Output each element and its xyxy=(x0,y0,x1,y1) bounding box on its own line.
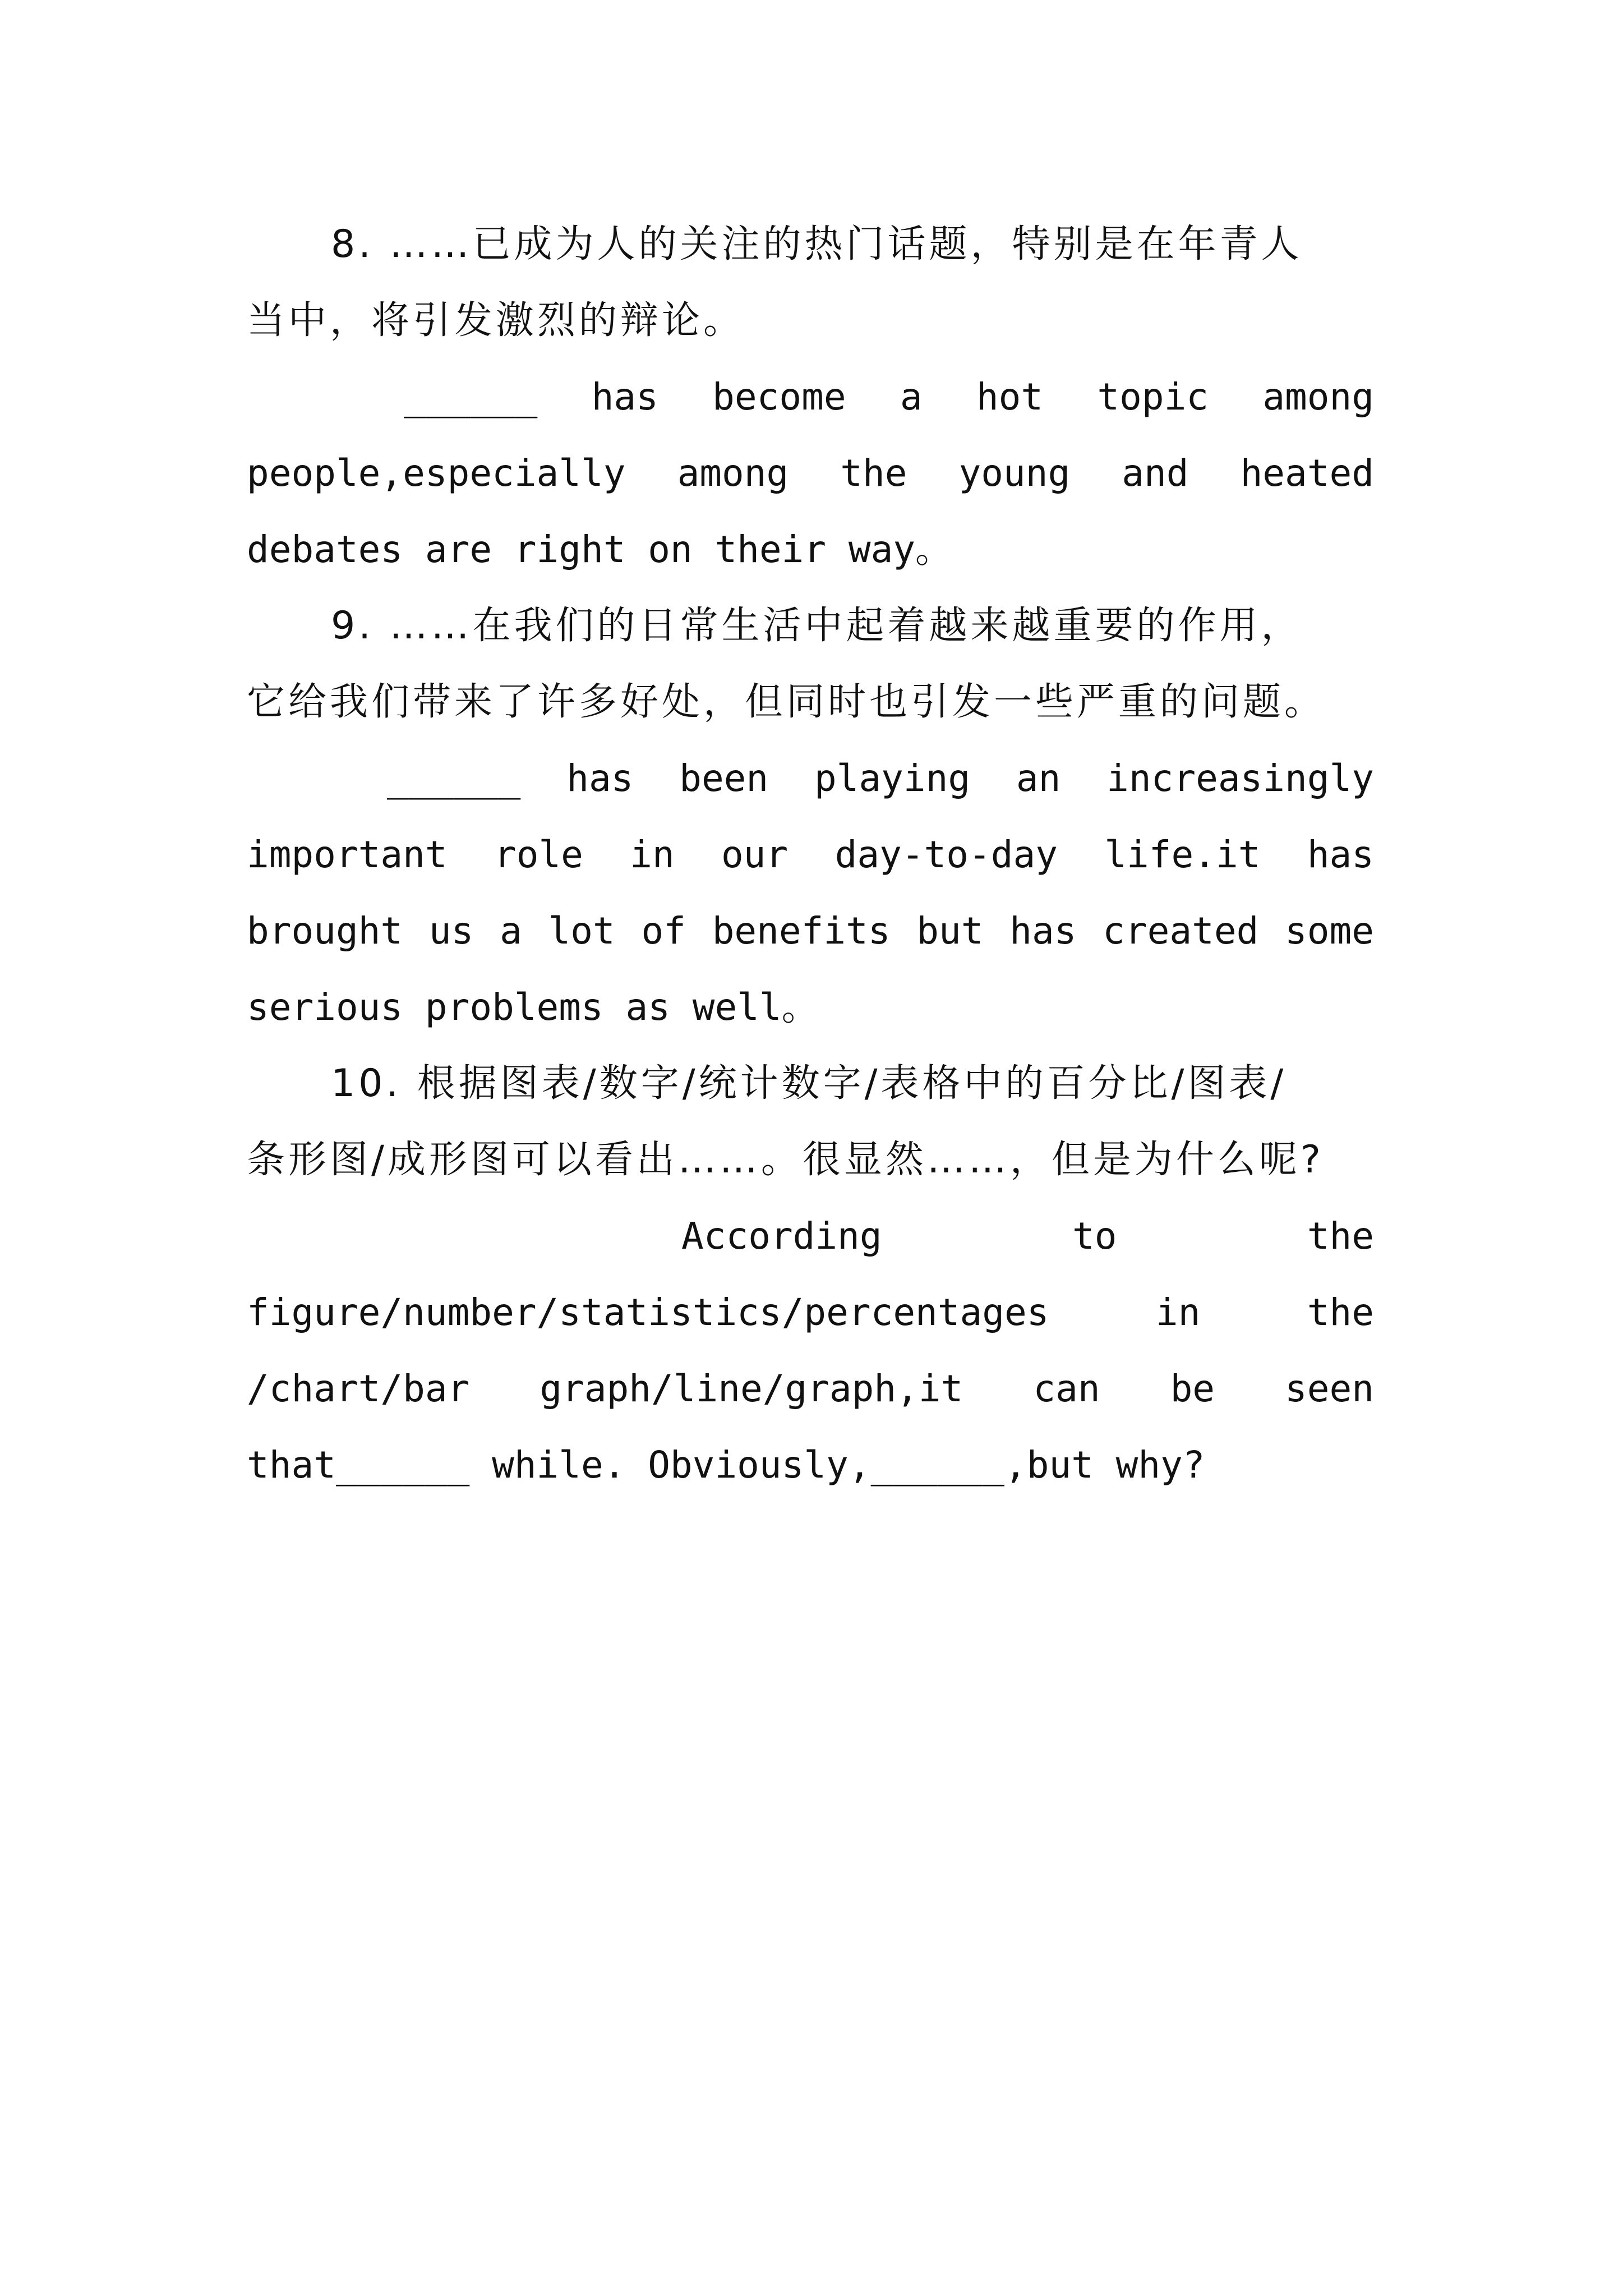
word: created xyxy=(1103,909,1259,953)
word: has xyxy=(566,757,634,800)
word: in xyxy=(630,833,675,876)
word: become xyxy=(712,375,846,418)
word: in xyxy=(1155,1291,1201,1334)
word: of xyxy=(641,909,686,953)
word: can xyxy=(1033,1367,1100,1410)
word: but xyxy=(916,909,984,953)
word: among xyxy=(677,452,789,495)
item-10-chinese-text-1: 根据图表/数字/统计数字/表格中的百分比/图表/ xyxy=(417,1061,1287,1106)
word: some xyxy=(1285,909,1374,953)
item-8-chinese-text-1: ……已成为人的关注的热门话题，特别是在年青人 xyxy=(389,222,1303,266)
word: has xyxy=(591,375,658,418)
item-8-english-line-1 xyxy=(404,359,1374,435)
word: increasingly xyxy=(1106,757,1374,800)
item-10-english-line-2 xyxy=(247,1274,1374,1351)
item-9-chinese-line-1 xyxy=(247,588,1374,664)
word: the xyxy=(1307,1214,1374,1258)
item-8-english-line-2 xyxy=(247,435,1374,512)
item-9-english-line-2 xyxy=(247,817,1374,893)
word: figure/number/statistics/percentages xyxy=(247,1291,1049,1334)
word: been xyxy=(679,757,769,800)
word: seen xyxy=(1285,1367,1374,1410)
word: has xyxy=(1307,833,1374,876)
item-9-chinese-line-2: 它给我们带来了许多好处，但同时也引发一些严重的问题。 xyxy=(247,680,1326,724)
item-9-english-line-3 xyxy=(247,893,1374,969)
item-8-chinese-line-2: 当中，将引发激烈的辩论。 xyxy=(247,298,745,343)
item-10-chinese-line-2: 条形图/成形图可以看出……。很显然……，但是为什么呢? xyxy=(247,1138,1325,1182)
word: be xyxy=(1170,1367,1215,1410)
word: to xyxy=(1072,1214,1117,1258)
word: and xyxy=(1122,452,1189,495)
blank-word: ______ xyxy=(387,757,521,800)
item-10-english-line-1 xyxy=(681,1198,1374,1274)
word: role xyxy=(494,833,583,876)
item-10-english-line-3 xyxy=(247,1351,1374,1427)
item-8-english-line-3: debates are right on their way。 xyxy=(247,528,953,571)
word: lot xyxy=(548,909,615,953)
word: brought xyxy=(247,909,403,953)
item-9-english-line-4: serious problems as well。 xyxy=(247,986,819,1029)
word: graph/line/graph,it xyxy=(540,1367,963,1410)
word: According xyxy=(681,1214,882,1258)
word: life.it xyxy=(1104,833,1261,876)
item-9-chinese-text-1: ……在我们的日常生活中起着越来越重要的作用， xyxy=(389,604,1303,648)
item-9-number: 9. xyxy=(331,604,374,648)
word: day-to-day xyxy=(834,833,1058,876)
word: /chart/bar xyxy=(247,1367,470,1410)
item-10-number: 10. xyxy=(331,1061,402,1106)
word: topic xyxy=(1097,375,1209,418)
word: playing xyxy=(814,757,971,800)
word: the xyxy=(840,452,907,495)
word: among xyxy=(1262,375,1374,418)
word: our xyxy=(721,833,789,876)
word: hot xyxy=(976,375,1044,418)
word: people,especially xyxy=(247,452,626,495)
item-8-number: 8. xyxy=(331,222,374,266)
word: heated xyxy=(1240,452,1374,495)
word: the xyxy=(1307,1291,1374,1334)
word: young xyxy=(958,452,1071,495)
blank-word: ______ xyxy=(404,375,538,418)
word: us xyxy=(428,909,474,953)
word: benefits xyxy=(712,909,891,953)
word: an xyxy=(1016,757,1061,800)
word: a xyxy=(500,909,522,953)
item-9-english-line-1 xyxy=(387,740,1374,817)
item-10-english-line-4: that______ while. Obviously,______,but why? xyxy=(247,1443,1205,1487)
word: important xyxy=(247,833,448,876)
item-10-chinese-line-1 xyxy=(247,1046,1374,1122)
item-8-chinese-line-1 xyxy=(247,206,1374,283)
word: has xyxy=(1009,909,1077,953)
word: a xyxy=(900,375,923,418)
